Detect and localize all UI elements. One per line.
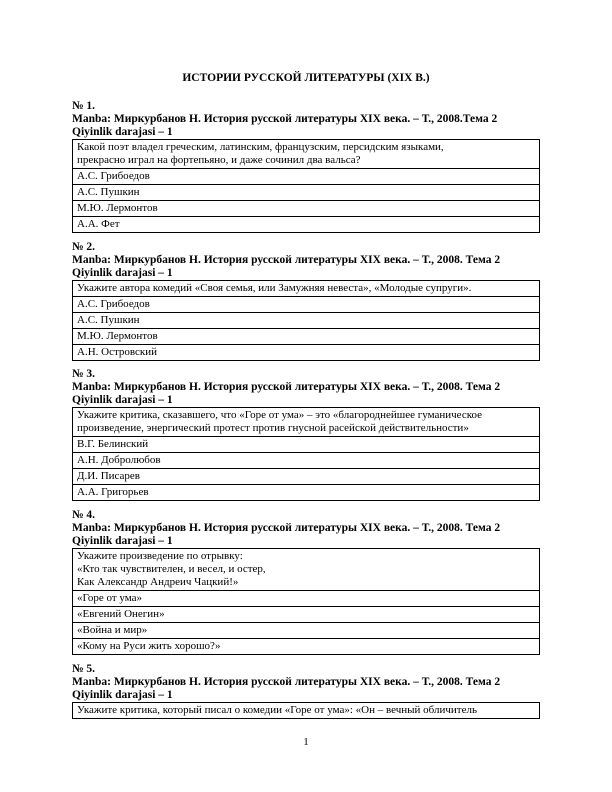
question-1: [72, 100, 540, 233]
question-level: Qiyinlik darajasi – 1: [72, 535, 173, 547]
answer-option: «Война и мир»: [73, 623, 540, 639]
question-source: Manba: Миркурбанов Н. История русской литературы XIX века. – Т., 2008. Тема 2: [72, 676, 501, 688]
question-table: [72, 407, 540, 501]
question-prompt: Какой поэт владел греческим, латинским, французским, персидским языками, прекрасно играл на фортепьяно, и даже сочинил два вальса?: [73, 140, 540, 169]
question-number: № 1.: [72, 100, 96, 112]
question-number: № 2.: [72, 241, 96, 253]
question-level: Qiyinlik darajasi – 1: [72, 126, 173, 138]
question-prompt: Укажите автора комедий «Своя семья, или Замужняя невеста», «Молодые супруги».: [73, 281, 540, 297]
answer-option: «Горе от ума»: [73, 591, 540, 607]
question-source: Manba: Миркурбанов Н. История русской литературы XIX века. – Т., 2008. Тема 2: [72, 381, 501, 393]
answer-option: А.А. Григорьев: [73, 485, 540, 501]
question-number: № 3.: [72, 368, 96, 380]
answer-option: М.Ю. Лермонтов: [73, 201, 540, 217]
answer-option: «Евгений Онегин»: [73, 607, 540, 623]
answer-option: А.С. Грибоедов: [73, 169, 540, 185]
question-4: [72, 509, 540, 655]
question-source: Manba: Миркурбанов Н. История русской литературы XIX века. – Т., 2008.Тема 2: [72, 113, 498, 125]
question-table: [72, 139, 540, 233]
question-source: Manba: Миркурбанов Н. История русской литературы XIX века. – Т., 2008. Тема 2: [72, 522, 501, 534]
question-number: № 5.: [72, 663, 96, 675]
question-prompt: Укажите произведение по отрывку: «Кто так чувствителен, и весел, и остер, Как Александр Андреич Чацкий!»: [73, 549, 540, 591]
answer-option: А.Н. Добролюбов: [73, 453, 540, 469]
question-table: [72, 548, 540, 655]
question-prompt: Укажите критика, который писал о комедии «Горе от ума»: «Он – вечный обличитель: [73, 703, 540, 719]
page-title: ИСТОРИИ РУССКОЙ ЛИТЕРАТУРЫ (XIX В.): [182, 72, 430, 84]
page-number: 1: [303, 736, 309, 748]
answer-option: Д.И. Писарев: [73, 469, 540, 485]
question-level: Qiyinlik darajasi – 1: [72, 689, 173, 701]
answer-option: М.Ю. Лермонтов: [73, 329, 540, 345]
answer-option: А.С. Пушкин: [73, 185, 540, 201]
answer-option: «Кому на Руси жить хорошо?»: [73, 639, 540, 655]
question-level: Qiyinlik darajasi – 1: [72, 267, 173, 279]
answer-option: А.С. Грибоедов: [73, 297, 540, 313]
question-3: [72, 368, 540, 501]
question-level: Qiyinlik darajasi – 1: [72, 394, 173, 406]
question-source: Manba: Миркурбанов Н. История русской литературы XIX века. – Т., 2008. Тема 2: [72, 254, 501, 266]
question-number: № 4.: [72, 509, 96, 521]
question-table: [72, 702, 540, 719]
answer-option: А.С. Пушкин: [73, 313, 540, 329]
answer-option: А.А. Фет: [73, 217, 540, 233]
question-table: [72, 280, 540, 361]
answer-option: А.Н. Островский: [73, 345, 540, 361]
question-5: [72, 663, 540, 719]
question-2: [72, 241, 540, 361]
answer-option: В.Г. Белинский: [73, 437, 540, 453]
question-prompt: Укажите критика, сказавшего, что «Горе от ума» – это «благороднейшее гуманическое произведение, энергический протест против гнусной расейской действительности»: [73, 408, 540, 437]
